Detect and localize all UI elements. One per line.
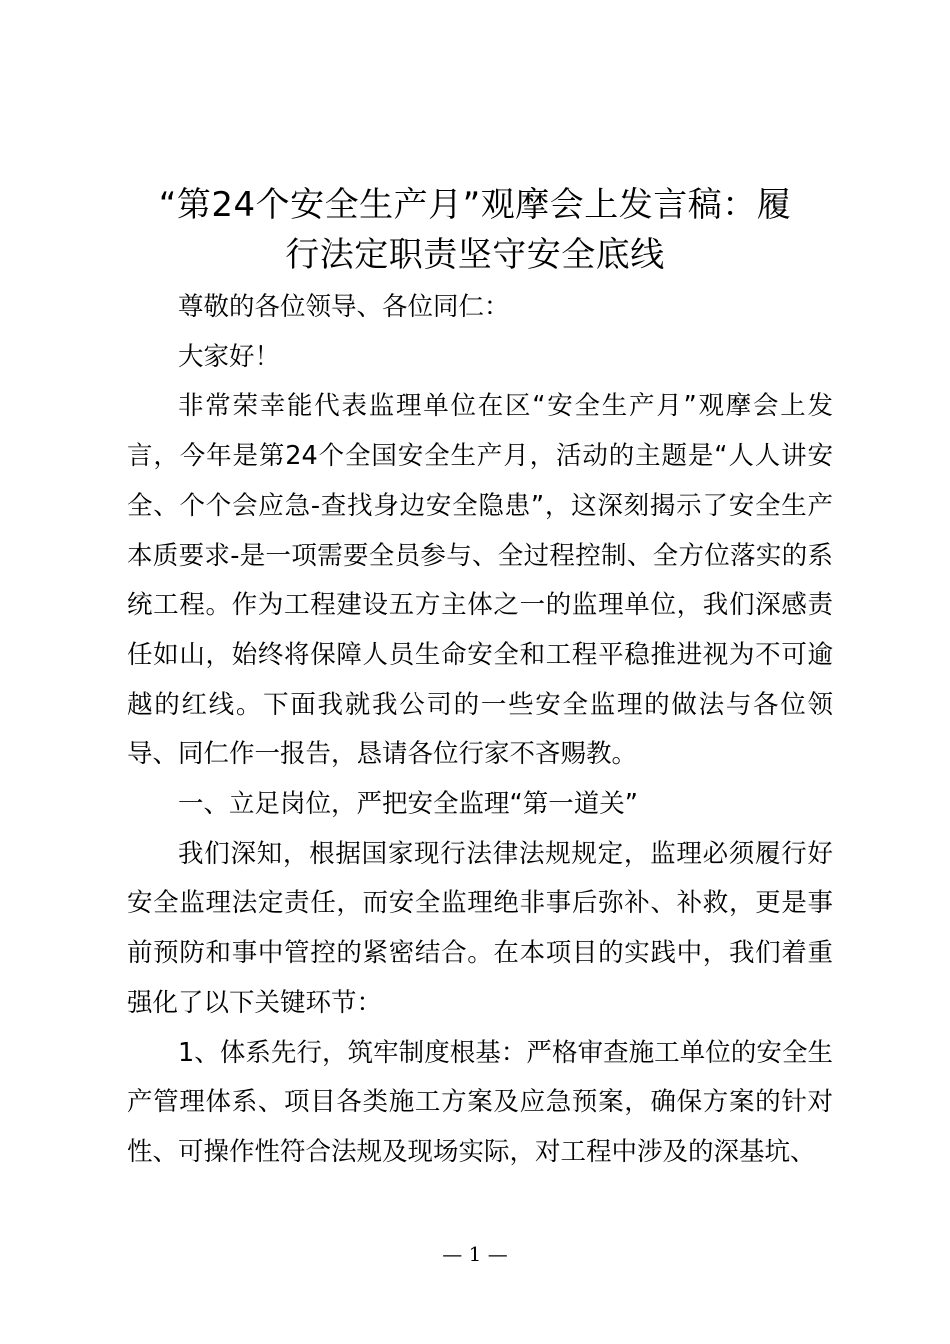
body-paragraph: 非常荣幸能代表监理单位在区“安全生产月”观摩会上发言，今年是第24个全国安全生产月，活动的主题是“人人讲安全、个个会应急-查找身边安全隐患”，这深刻揭示了安全生产本质要求-是一项需要全员参与、全过程控制、全方位落实的系统工程。作为工程建设五方主体之一的监理单位，我们深感责任如山，始终将保障人员生命安全和工程平稳推进视为不可逾越的红线。下面我就我公司的一些安全监理的做法与各位领导、同仁作一报告，恳请各位行家不吝赐教。 [127, 391, 833, 770]
body-paragraph: 1、体系先行，筑牢制度根基：严格审查施工单位的安全生产管理体系、项目各类施工方案及应急预案，确保方案的针对性、可操作性符合法规及现场实际，对工程中涉及的深基坑、 [127, 1037, 833, 1167]
document-title [100, 180, 850, 280]
salutation: 尊敬的各位领导、各位同仁： [178, 292, 510, 322]
section-heading: 一、立足岗位，严把安全监理“第一道关” [178, 789, 638, 820]
title-line-2: 行法定职责坚守安全底线 [285, 235, 665, 275]
greeting: 大家好！ [178, 341, 281, 372]
body-paragraph: 我们深知，根据国家现行法律法规规定，监理必须履行好安全监理法定责任，而安全监理绝非事后弥补、补救，更是事前预防和事中管控的紧密结合。在本项目的实践中，我们着重强化了以下关键环节： [127, 838, 833, 1018]
page-number: — 1 — [442, 1242, 508, 1266]
document-body [127, 283, 833, 1178]
title-line-1: “第24个安全生产月”观摩会上发言稿：履 [158, 185, 792, 225]
